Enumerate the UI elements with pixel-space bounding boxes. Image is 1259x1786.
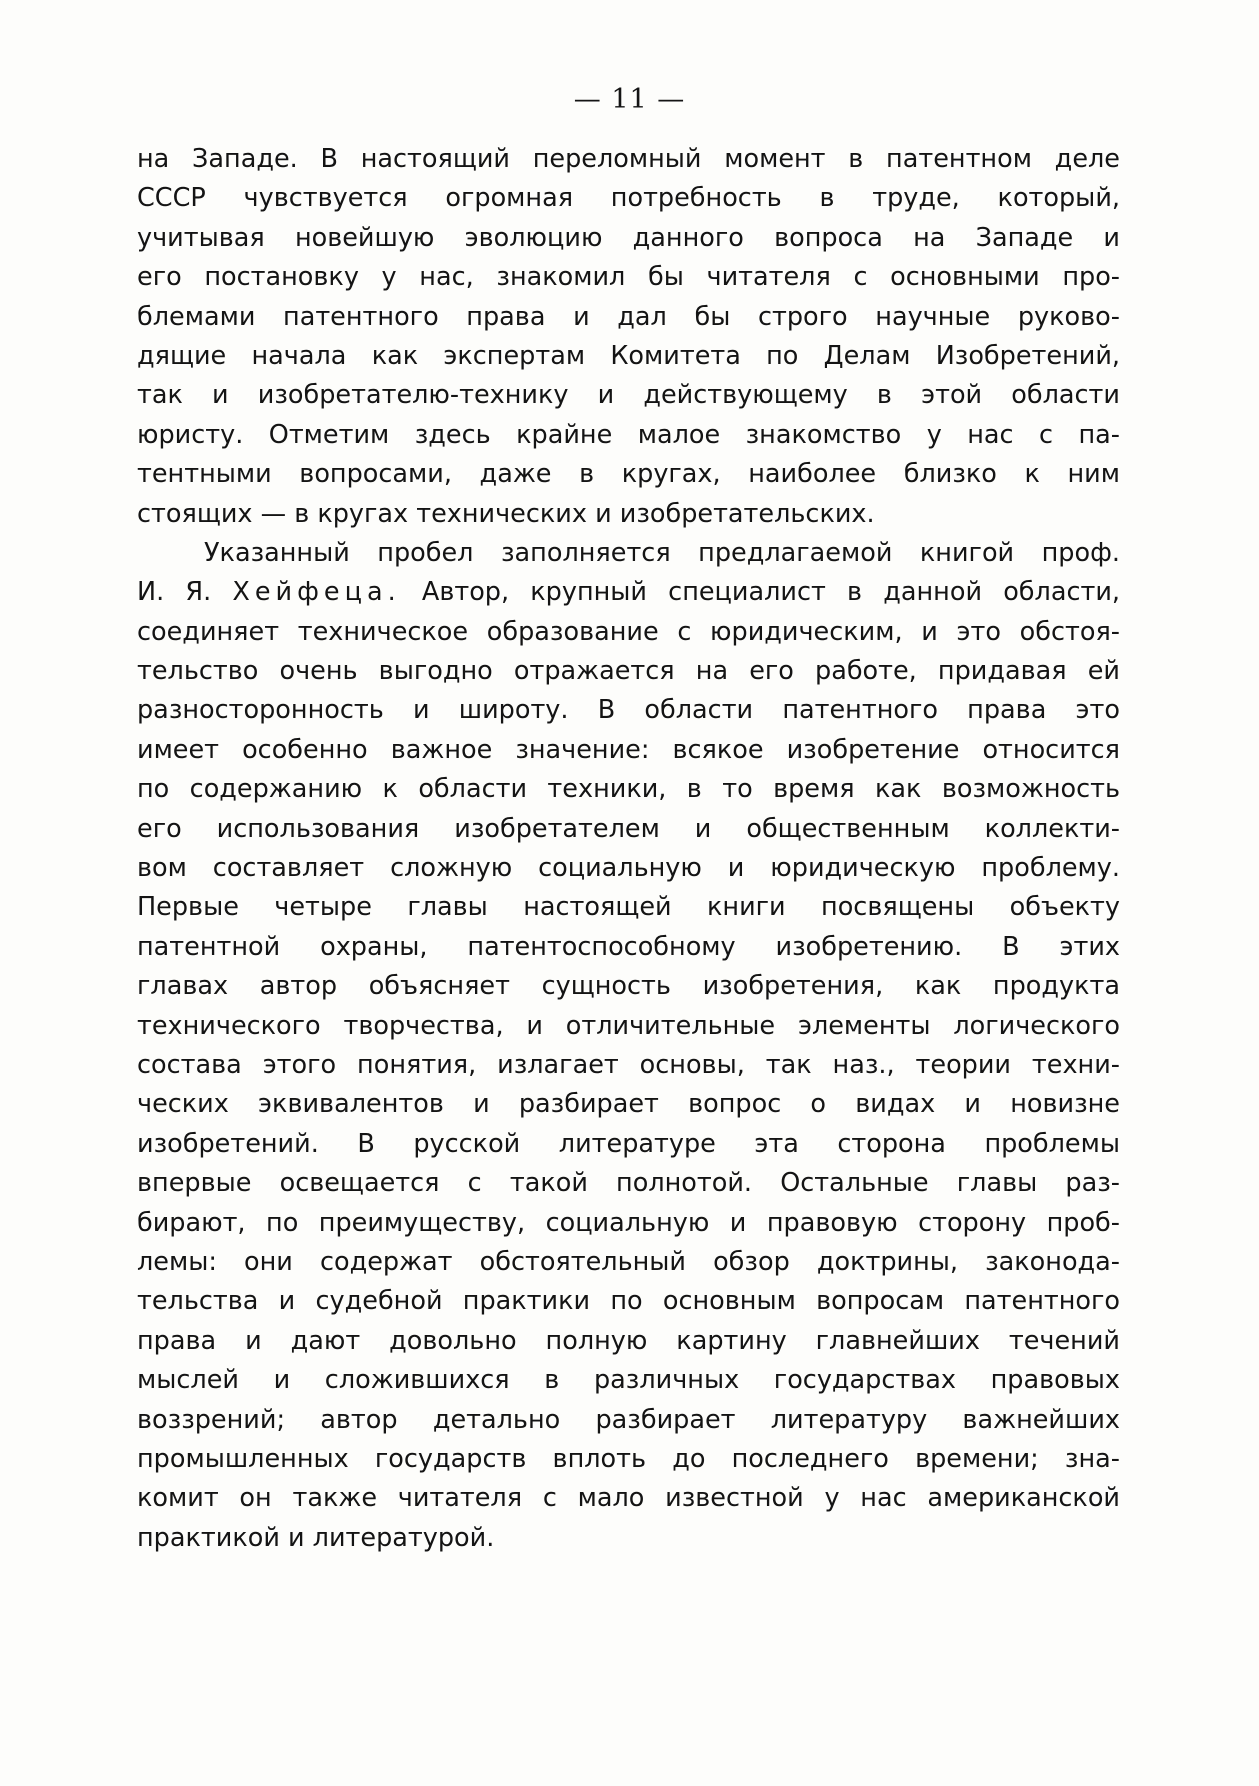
author-initials: И. Я. bbox=[137, 577, 212, 608]
text-line: стоящих — в кругах технических и изобретательских. bbox=[137, 498, 875, 529]
text-line: лемы: они содержат обстоятельный обзор доктрины, законода- bbox=[137, 1246, 1120, 1277]
text-line: СССР чувствуется огромная потребность в труде, который, bbox=[137, 183, 1120, 214]
paragraph-1 bbox=[137, 140, 1120, 534]
text-line: изобретений. В русской литературе эта сторона проблемы bbox=[137, 1128, 1120, 1159]
author-line bbox=[137, 573, 1120, 612]
text-line: впервые освещается с такой полнотой. Остальные главы раз- bbox=[137, 1168, 1120, 1199]
text-line: воззрений; автор детально разбирает литературу важнейших bbox=[137, 1404, 1120, 1435]
text-line: разносторонность и широту. В области патентного права это bbox=[137, 695, 1120, 726]
text-line: блемами патентного права и дал бы строго научные руково- bbox=[137, 301, 1120, 332]
text-line: учитывая новейшую эволюцию данного вопроса на Западе и bbox=[137, 222, 1120, 253]
text-line: дящие начала как экспертам Комитета по Делам Изобретений, bbox=[137, 340, 1120, 371]
text-line: вом составляет сложную социальную и юридическую проблему. bbox=[137, 853, 1120, 884]
author-line-rest: Автор, крупный специалист в данной области, bbox=[421, 577, 1120, 608]
text-line: на Западе. В настоящий переломный момент в патентном деле bbox=[137, 144, 1120, 174]
text-line: его постановку у нас, знакомил бы читателя с основными про- bbox=[137, 262, 1120, 293]
text-line: Первые четыре главы настоящей книги посвящены объекту bbox=[137, 892, 1120, 923]
text-line: соединяет техническое образование с юридическим, и это обстоя- bbox=[137, 616, 1120, 647]
text-line: состава этого понятия, излагает основы, так наз., теории техни- bbox=[137, 1049, 1120, 1080]
text-line: его использования изобретателем и общественным коллекти- bbox=[137, 813, 1120, 844]
text-line: ческих эквивалентов и разбирает вопрос о видах и новизне bbox=[137, 1089, 1120, 1120]
page-number: — 11 — bbox=[573, 84, 686, 115]
text-line: тельства и судебной практики по основным вопросам патентного bbox=[137, 1286, 1120, 1317]
text-line: технического творчества, и отличительные элементы логического bbox=[137, 1010, 1120, 1041]
body-text bbox=[137, 140, 1120, 1558]
text-line: тельство очень выгодно отражается на его работе, придавая ей bbox=[137, 656, 1120, 687]
text-line: бирают, по преимуществу, социальную и правовую сторону проб- bbox=[137, 1207, 1120, 1238]
text-line: промышленных государств вплоть до последнего времени; зна- bbox=[137, 1443, 1120, 1474]
text-line: тентными вопросами, даже в кругах, наиболее близко к ним bbox=[137, 459, 1120, 490]
text-line: так и изобретателю-технику и действующему в этой области bbox=[137, 380, 1120, 411]
text-line: комит он также читателя с мало известной у нас американской bbox=[137, 1483, 1120, 1514]
text-line: Указанный пробел заполняется предлагаемой книгой проф. bbox=[204, 537, 1120, 568]
paragraph-2 bbox=[137, 534, 1120, 1558]
text-line: по содержанию к области техники, в то время как возможность bbox=[137, 774, 1120, 805]
text-line: практикой и литературой. bbox=[137, 1522, 495, 1553]
text-line: права и дают довольно полную картину главнейших течений bbox=[137, 1325, 1120, 1356]
text-line: главах автор объясняет сущность изобретения, как продукта bbox=[137, 971, 1120, 1002]
text-line: патентной охраны, патентоспособному изобретению. В этих bbox=[137, 931, 1120, 962]
text-line: юристу. Отметим здесь крайне малое знакомство у нас с па- bbox=[137, 419, 1120, 450]
text-line: мыслей и сложившихся в различных государствах правовых bbox=[137, 1365, 1120, 1396]
text-line: имеет особенно важное значение: всякое изобретение относится bbox=[137, 734, 1120, 765]
author-surname: Хейфеца. bbox=[232, 577, 401, 608]
